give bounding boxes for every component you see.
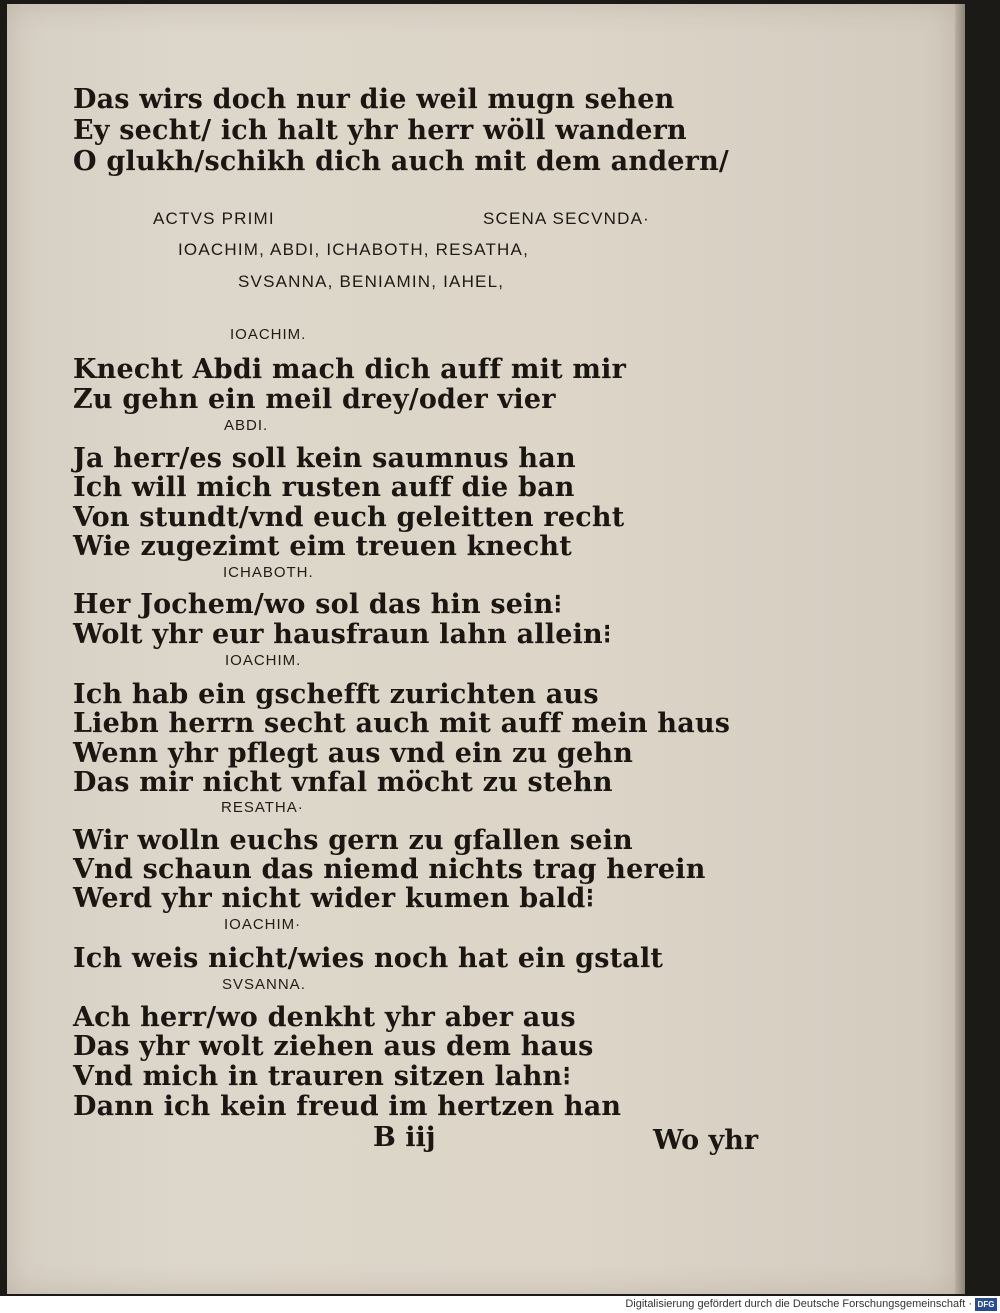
- verse-line: Her Jochem/wo sol das hin sein⁝: [73, 589, 563, 620]
- verse-line: Ach herr/wo denkht yhr aber aus: [73, 1002, 576, 1033]
- dfg-logo-icon: DFG: [975, 1298, 997, 1311]
- cast-list: SVSANNA, BENIAMIN, IAHEL,: [238, 272, 505, 291]
- verse-line: Vnd schaun das niemd nichts trag herein: [73, 854, 706, 885]
- verse-line: Ey secht/ ich halt yhr herr wöll wandern: [73, 115, 687, 146]
- catchword: Wo yhr: [653, 1125, 759, 1156]
- scene-heading: SCENA SECVNDA·: [483, 209, 651, 228]
- book-page: [7, 4, 955, 1294]
- speaker-name: RESATHA·: [221, 799, 304, 816]
- verse-line: Ja herr/es soll kein saumnus han: [73, 443, 576, 474]
- verse-line: Das mir nicht vnfal möcht zu stehn: [73, 767, 613, 798]
- speaker-name: ICHABOTH.: [223, 564, 314, 581]
- verse-line: Knecht Abdi mach dich auff mit mir: [73, 354, 627, 385]
- verse-line: Wolt yhr eur hausfraun lahn allein⁝: [73, 619, 612, 650]
- verse-line: Ich hab ein gschefft zurichten aus: [73, 679, 599, 710]
- verse-line: Ich weis nicht/wies noch hat ein gstalt: [73, 943, 664, 974]
- verse-line: Dann ich kein freud im hertzen han: [73, 1091, 622, 1122]
- speaker-name: IOACHIM.: [230, 326, 307, 343]
- act-heading: ACTVS PRIMI: [153, 209, 275, 228]
- verse-line: Wir wolln euchs gern zu gfallen sein: [73, 825, 633, 856]
- speaker-name: SVSANNA.: [222, 976, 306, 993]
- signature-mark: B iij: [373, 1122, 436, 1153]
- speaker-name: IOACHIM·: [224, 916, 302, 933]
- verse-line: Werd yhr nicht wider kumen bald⁝: [73, 883, 595, 914]
- verse-line: Wenn yhr pflegt aus vnd ein zu gehn: [73, 738, 634, 769]
- verse-line: Vnd mich in trauren sitzen lahn⁝: [73, 1061, 572, 1092]
- funding-note: Digitalisierung gefördert durch die Deutsche Forschungsgemeinschaft ·: [625, 1298, 972, 1310]
- speaker-name: IOACHIM.: [225, 652, 302, 669]
- verse-line: Zu gehn ein meil drey/oder vier: [73, 384, 556, 415]
- verse-line: Das yhr wolt ziehen aus dem haus: [73, 1031, 594, 1062]
- footer-bar: [0, 1296, 1000, 1313]
- verse-line: O glukh/schikh dich auch mit dem andern/: [73, 146, 729, 177]
- verse-line: Ich will mich rusten auff die ban: [73, 472, 575, 503]
- speaker-name: ABDI.: [224, 417, 269, 434]
- cast-list: IOACHIM, ABDI, ICHABOTH, RESATHA,: [178, 240, 529, 259]
- verse-line: Wie zugezimt eim treuen knecht: [73, 531, 572, 562]
- verse-line: Von stundt/vnd euch geleitten recht: [73, 502, 625, 533]
- verse-line: Das wirs doch nur die weil mugn sehen: [73, 84, 675, 115]
- verse-line: Liebn herrn secht auch mit auff mein haus: [73, 708, 731, 739]
- page-edge: [955, 4, 965, 1294]
